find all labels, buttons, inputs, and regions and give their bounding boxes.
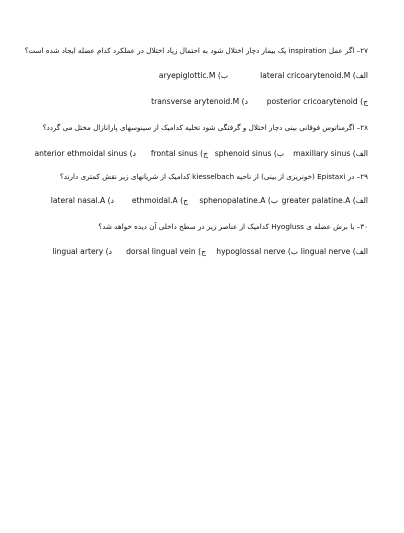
option-a: الف) lateral cricoarytenoid.M xyxy=(260,71,368,80)
option-c: ج) frontal sinus xyxy=(150,149,208,158)
question-27-options-row2 xyxy=(40,96,368,108)
option-c: ج) dorsal lingual vein xyxy=(126,247,206,256)
question-29-options xyxy=(40,195,368,207)
option-d: د) transverse arytenoid.M xyxy=(151,97,248,106)
option-d: د) anterior ethmoidal sinus xyxy=(34,149,136,158)
option-a: الف) maxillary sinus xyxy=(293,149,368,158)
option-a: الف) greater palatine.A xyxy=(281,196,368,205)
question-28-options xyxy=(34,148,368,160)
option-a: الف) lingual nerve xyxy=(300,247,368,256)
question-28-stem: ۲۸– اگرمناتوس فوقانی بینی دچار اختلال و گرفتگی شود تخلیه کدامیک از سینوسهای پارانازال مختل می گردد؟ xyxy=(42,123,368,132)
question-30-options xyxy=(40,246,368,258)
option-d: د) lateral nasal.A xyxy=(50,196,114,205)
option-c: ج) posterior cricoarytenoid xyxy=(266,97,368,106)
option-b: ب) sphenoid sinus xyxy=(214,149,284,158)
question-27-options xyxy=(40,70,368,82)
option-b: ب) sphenopalatine.A xyxy=(199,196,278,205)
option-c: ج) ethmoidal.A xyxy=(131,196,188,205)
option-b: ب) aryepiglottic.M xyxy=(158,71,228,80)
question-27-stem: ۲۷– اگر عمل inspiration یک بیمار دچار اختلال شود به احتمال زیاد اختلال در عملکرد کدام عضله ایجاد شده است؟ xyxy=(24,46,368,55)
option-b: ب) hypoglossal nerve xyxy=(216,247,298,256)
question-29-stem: ۲۹– در Epistaxi (خونریزی از بینی) از ناحیه kiesselbach کدامیک از شریانهای زیر نقش کمتری دارند؟ xyxy=(59,172,368,181)
option-d: د) lingual artery xyxy=(52,247,112,256)
question-30-stem: ۳۰– با برش عضله ی Hyogluss کدامیک از عناصر زیر در سطح داخلی آن دیده خواهد شد؟ xyxy=(98,222,368,231)
